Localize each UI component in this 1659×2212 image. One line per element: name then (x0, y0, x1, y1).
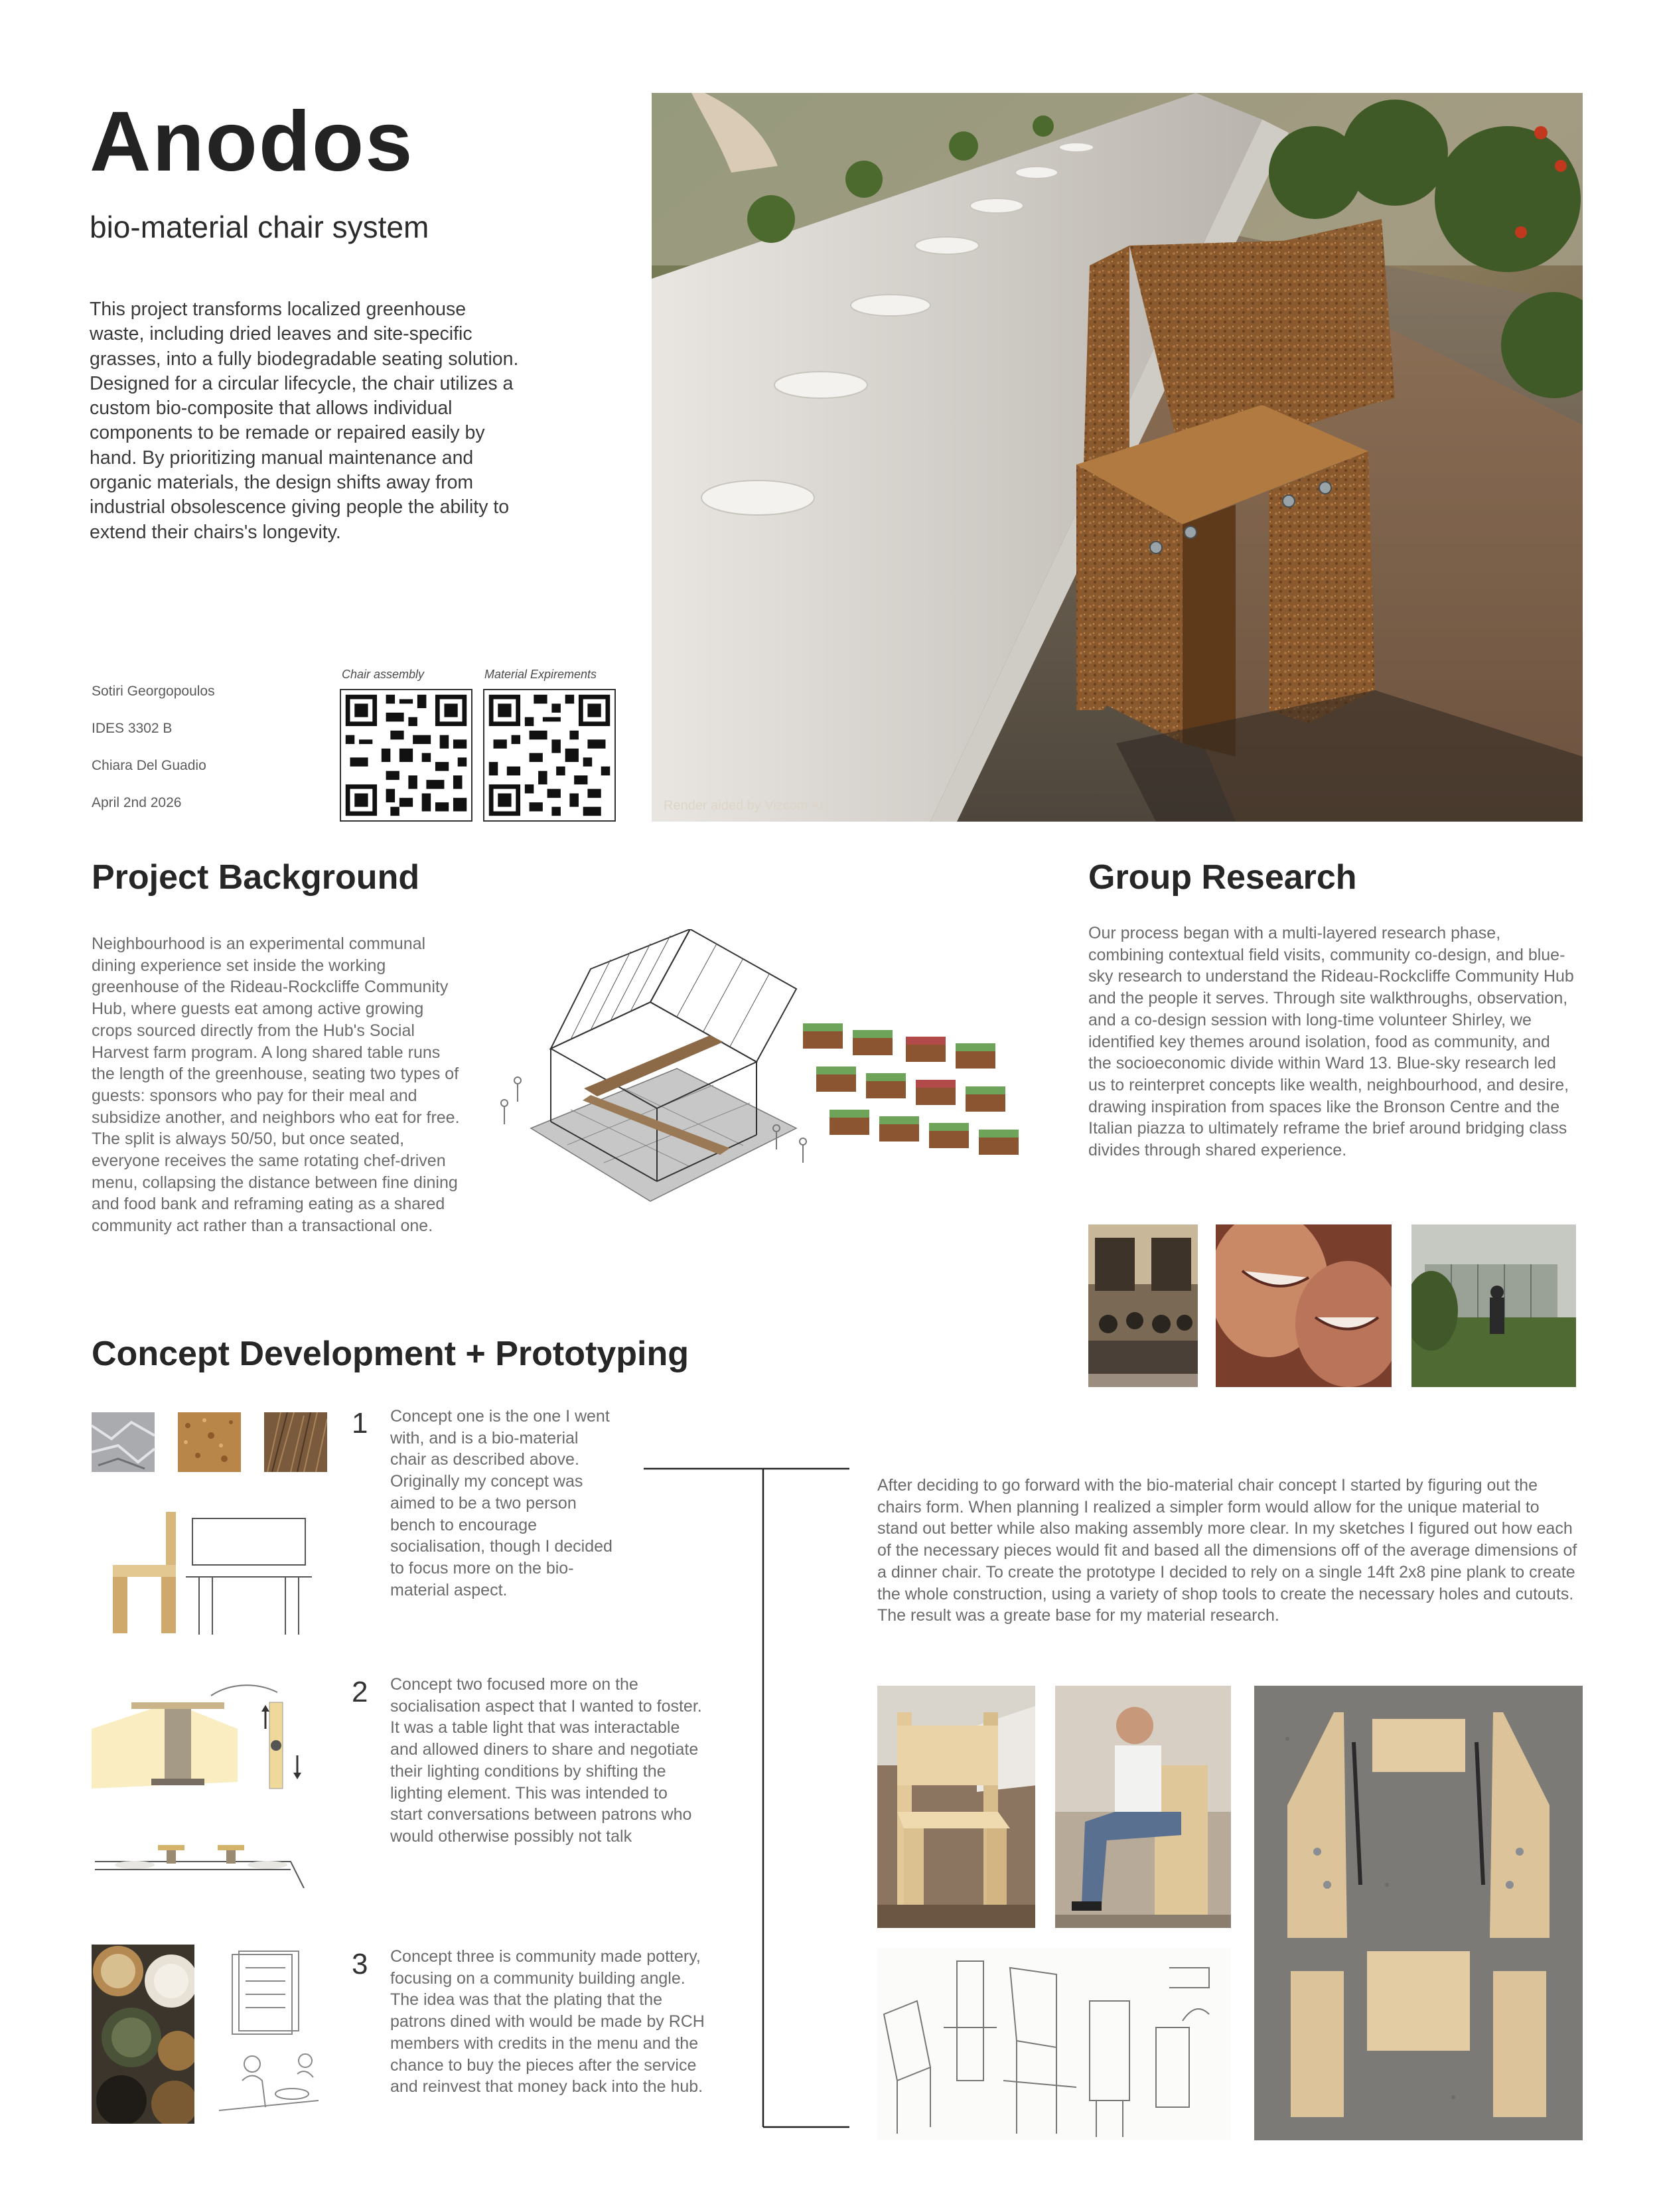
material-swatch-cork (178, 1412, 241, 1472)
background-text: Neighbourhood is an experimental communal dining experience set inside the working greenhouse of the Rideau-Rockcliffe Community Hub, where guests eat among active growing crops sourced directly from the Hub's Social Harvest farm program. A long shared table runs the length of the greenhouse, seating two types of guests: sponsors who pay for their meal and subsidize another, and neighbors who eat for free. The split is always 50/50, but once seated, everyone receives the same rotating chef-driven menu, collapsing the distance between fine dining and food bank and reframing eating as a shared community act rather than a transactional one. (92, 934, 460, 1236)
author-name: Sotiri Georgopoulos (92, 684, 215, 699)
material-swatch-foil (92, 1412, 155, 1472)
research-heading: Group Research (1088, 858, 1357, 897)
prototype-photo-seated (1055, 1686, 1231, 1928)
qr-caption-assembly: Chair assembly (342, 668, 425, 681)
render-credit: Render aided by Vizcom AI (664, 798, 824, 813)
concept-one-text: Concept one is the one I went with, and is a bio-material chair as described above. Originally my concept was aimed to be a two person bench to encourage socialisation, though I decided to focus more on the bio-material aspect. (390, 1407, 613, 1599)
qr-code-assembly[interactable] (340, 689, 472, 822)
qr-code-material[interactable] (483, 689, 616, 822)
page-subtitle: bio-material chair system (90, 210, 429, 244)
concept-two-text: Concept two focused more on the socialisation aspect that I wanted to foster. It was a table light that was interactable and allowed diners to share and negotiate their lighting conditions by shifting the lighting element. This was intended to start conversations between patrons who would otherwise possibly not talk (390, 1675, 702, 1846)
prototype-photo-chair (877, 1686, 1035, 1928)
prototype-text: After deciding to go forward with the bio-material chair concept I started by figuring out the chairs form. When planning I realized a simpler form would allow for the unique material to stand out better while also making assembly more clear. In my sketches I figured out how each of the necessary pieces would fit and based all the dimensions off of the average dimensions of a dinner chair. To create the prototype I decided to rely on a single 14ft 2x8 pine plank to create the whole construction, using a variety of shop tools to create the necessary holes and cutouts. The result was a greate base for my material research. (877, 1476, 1577, 1625)
qr-caption-material: Material Expirements (484, 668, 597, 681)
concept-three-pottery-photo (92, 1945, 194, 2124)
instructor-name: Chiara Del Guadio (92, 758, 206, 773)
concept-connector-lines (644, 1467, 856, 2130)
date: April 2nd 2026 (92, 795, 182, 810)
research-text: Our process began with a multi-layered research phase, combining contextual field visits, community co-design, and blue-sky research to understand the Rideau-Rockcliffe Community Hub and the people it serves. Through site walkthroughs, observation, and a co-design session with long-time volunteer Shirley, we identified key themes around isolation, food as community, and the socioeconomic divide within Ward 13. Blue-sky research led us to reinterpret concepts like wealth, neighbourhood, and desire, drawing inspiration from spaces like the Bronson Centre and the Italian piazza to ultimately reframe the brief around bridging class divides through shared experience. (1088, 924, 1574, 1160)
concepts-heading: Concept Development + Prototyping (92, 1335, 689, 1373)
research-photo-smile (1216, 1224, 1392, 1387)
concept-three-text: Concept three is community made pottery, focusing on a community building angle. The idea was that the plating that the patrons dined with would be made by RCH members with credits in the menu and the chance to buy the pieces after the service and reinvest that money back into the hub. (390, 1947, 705, 2097)
qr-icon (341, 690, 471, 820)
research-photo-greenhouse-walk (1411, 1224, 1576, 1387)
intro-paragraph: This project transforms localized greenhouse waste, including dried leaves and site-specific grasses, into a fully biodegradable seating solution. Designed for a circular lifecycle, the chair utilizes a custom bio-composite that allows individual components to be remade or repaired easily by hand. By prioritizing manual maintenance and organic materials, the design shifts away from industrial obsolescence giving people the ability to extend their chairs's longevity. (90, 299, 519, 543)
prototype-sketches (877, 1948, 1231, 2140)
qr-icon (484, 690, 614, 820)
hero-render-image (652, 93, 1583, 822)
concept-three-sketch (212, 1948, 325, 2124)
page-title: Anodos (90, 94, 414, 189)
course-code: IDES 3302 B (92, 721, 173, 736)
concept-number-1: 1 (352, 1407, 368, 1439)
concept-number-3: 3 (352, 1948, 368, 1980)
greenhouse-diagram (491, 929, 1042, 1208)
concept-two-sketch (92, 1676, 317, 1888)
prototype-photo-flatlay (1254, 1686, 1583, 2140)
research-photo-cafe (1088, 1224, 1198, 1387)
background-heading: Project Background (92, 858, 420, 897)
material-swatch-grass (264, 1412, 327, 1472)
concept-one-sketch (106, 1505, 319, 1638)
concept-number-2: 2 (352, 1676, 368, 1708)
